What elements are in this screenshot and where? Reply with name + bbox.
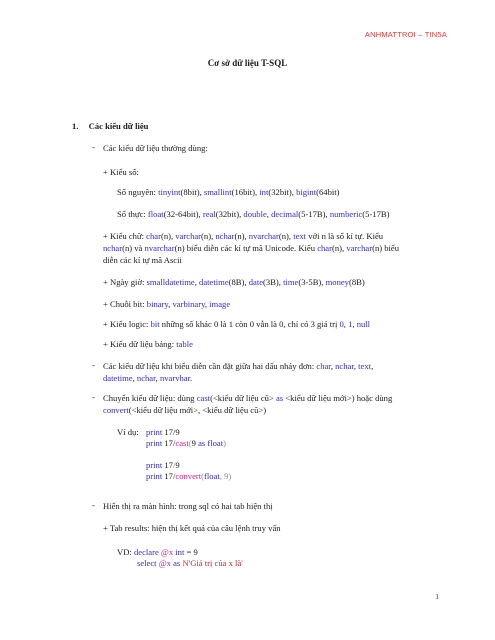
text-run: 0 xyxy=(339,319,344,329)
text-run: + Chuỗi bit: xyxy=(103,299,147,309)
bullet-dash: - xyxy=(92,142,95,152)
text-run: nchar xyxy=(136,373,156,383)
text-run: datetime xyxy=(199,277,229,287)
text-run: (<kiểu dữ liệu cũ> xyxy=(210,393,276,403)
text-run: Chuyển kiểu dữ liệu: dùng xyxy=(103,393,197,403)
line-table-type xyxy=(103,338,193,350)
text-run: smalldatetime xyxy=(146,277,195,287)
text-run: convert xyxy=(175,471,202,481)
text-run: 9 xyxy=(191,438,196,448)
text-run: (16bit), xyxy=(231,187,260,197)
text-run: date xyxy=(248,277,264,287)
text-run: (64bit) xyxy=(316,187,340,197)
text-run: + Kiểu dữ liệu bảng: xyxy=(103,339,177,349)
text-run: 9 xyxy=(175,460,180,470)
text-run: float xyxy=(204,471,220,481)
text-run: smallint xyxy=(203,187,232,197)
text-run: as xyxy=(275,393,284,403)
text-run: char xyxy=(316,361,331,371)
text-run: (n), xyxy=(234,231,249,241)
line-logic-type xyxy=(103,318,370,330)
text-run: int xyxy=(175,547,185,557)
text-run: Số thực: xyxy=(117,209,148,219)
text-run: với n là số kí tự. Kiểu xyxy=(306,231,384,241)
text-run: ( xyxy=(201,471,205,481)
text-run: 1 xyxy=(348,319,353,329)
text-run: + Kiểu chữ: xyxy=(103,231,147,241)
text-run: , xyxy=(330,361,336,371)
text-run: convert xyxy=(103,405,129,415)
text-run: + Ngày giờ: xyxy=(103,277,147,287)
bullet-dash: - xyxy=(92,360,95,370)
text-run: VD: xyxy=(117,547,134,557)
code-line-4 xyxy=(146,470,231,482)
paragraph-number-type: + Kiểu số: xyxy=(103,167,139,177)
line-binary-types xyxy=(103,298,230,310)
text-run: varbinary xyxy=(172,299,205,309)
text-run: , xyxy=(353,361,359,371)
text-run: int xyxy=(259,187,269,197)
text-run: , xyxy=(168,299,173,309)
text-run: 17 xyxy=(162,460,173,470)
text-run: Số nguyên: xyxy=(117,187,159,197)
text-run: as xyxy=(173,558,181,568)
text-run: (n) biểu diễn các kí tự mã Unicode. Kiểu xyxy=(174,243,318,253)
text-run: real xyxy=(202,209,216,219)
text-run: nvarchar xyxy=(144,243,175,253)
text-run: những số khác 0 là 1 còn 0 vẫn là 0, chỉ có 3 giá trị xyxy=(159,319,340,329)
line-char-types-2 xyxy=(103,242,399,254)
text-run: nchar xyxy=(335,361,354,371)
bullet-dash: - xyxy=(92,500,95,510)
text-run: 17/ xyxy=(162,471,176,481)
text-run: nvarchar xyxy=(248,231,279,241)
text-run: N'Giá trị của x là' xyxy=(182,558,243,568)
text-run: cast xyxy=(196,393,211,403)
text-run: , xyxy=(194,277,200,287)
text-run: char xyxy=(146,231,161,241)
text-run: bigint xyxy=(296,187,317,197)
text-run: bit xyxy=(150,319,160,329)
section-number: 1. xyxy=(72,121,79,131)
line-convert-2 xyxy=(103,404,266,416)
text-run: , xyxy=(266,209,272,219)
line-datetime-types xyxy=(103,276,365,288)
text-run: datetime xyxy=(103,373,133,383)
text-run: float xyxy=(207,438,224,448)
text-run: as xyxy=(195,438,208,448)
text-run: , xyxy=(132,373,137,383)
text-run: (n) biểu xyxy=(372,243,400,253)
document-title: Cơ sở dữ liệu T-SQL xyxy=(207,58,288,68)
section-heading xyxy=(72,120,148,132)
text-run: (8B), xyxy=(228,277,249,287)
text-run: text xyxy=(293,231,307,241)
line-char-types-1 xyxy=(103,230,383,242)
text-run: Các kiểu dữ liệu khi biểu diễn cần đặt giữa hai dấu nháy đơn: xyxy=(103,361,317,371)
text-run: declare xyxy=(133,547,159,557)
line-quote-types-1 xyxy=(103,360,373,372)
text-run: tinyint xyxy=(158,187,181,197)
text-run: , xyxy=(371,361,374,371)
text-run: print xyxy=(146,427,163,437)
line-display: Hiển thị ra màn hình: trong sql có hai tab hiện thị xyxy=(103,501,273,511)
text-run: (3B), xyxy=(263,277,284,287)
text-run: (5-17B) xyxy=(362,209,390,219)
code-line-2 xyxy=(146,437,226,449)
text-run: 17/9 xyxy=(162,427,180,437)
text-run: + Kiểu logic: xyxy=(103,319,151,329)
line-tab-results: + Tab results: hiện thị kết quả của câu lệnh truy vấn xyxy=(103,523,281,533)
text-run: money xyxy=(325,277,349,287)
text-run: decimal xyxy=(271,209,299,219)
text-run: numberic xyxy=(329,209,363,219)
text-run: (3-5B), xyxy=(298,277,326,287)
bullet-dash: - xyxy=(92,392,95,402)
text-run: @x xyxy=(160,547,174,557)
text-run: ) xyxy=(223,438,227,448)
text-run: print xyxy=(146,438,163,448)
line-char-types-3: diễn các kí tự mã Ascii xyxy=(103,255,182,265)
text-run: (32bit), xyxy=(215,209,244,219)
line-integer-types xyxy=(117,186,340,198)
text-run: , xyxy=(352,319,357,329)
text-run: (8bit), xyxy=(180,187,204,197)
text-run: table xyxy=(176,339,193,349)
text-run: (8B) xyxy=(348,277,365,287)
text-run: char xyxy=(317,243,332,253)
text-run: (n), xyxy=(331,243,347,253)
text-run: print xyxy=(146,460,163,470)
text-run: @x xyxy=(158,558,171,568)
text-run: , xyxy=(343,319,349,329)
text-run: nvarvhar xyxy=(159,373,191,383)
text-run: (n) và xyxy=(122,243,145,253)
section-label: Các kiểu dữ liệu xyxy=(88,121,149,131)
text-run: / xyxy=(172,460,176,470)
text-run: (5-17B), xyxy=(298,209,330,219)
text-run: (<kiểu dữ liệu mới>, <kiểu dữ liệu cũ>) xyxy=(128,405,267,415)
text-run: (n), xyxy=(278,231,294,241)
text-run: varchar xyxy=(175,231,202,241)
paragraph-common-types: Các kiểu dữ liệu thường dùng: xyxy=(103,143,208,153)
text-run: time xyxy=(283,277,299,287)
text-run: (32-64bit), xyxy=(163,209,203,219)
text-run: (32bit), xyxy=(268,187,297,197)
line-quote-types-2 xyxy=(103,372,192,384)
text-run: nchar xyxy=(215,231,235,241)
text-run: (n), xyxy=(160,231,176,241)
text-run: image xyxy=(209,299,231,309)
text-run: binary xyxy=(146,299,169,309)
text-run: ( xyxy=(188,438,192,448)
text-run: float xyxy=(147,209,164,219)
page-header: ANHMATTROI – TIN5A xyxy=(364,30,447,39)
text-run: , xyxy=(155,373,160,383)
example-label: Ví dụ: xyxy=(117,427,139,437)
text-run: = 9 xyxy=(184,547,198,557)
text-run: select xyxy=(137,558,157,568)
text-run: 17/ xyxy=(162,438,176,448)
text-run: cast xyxy=(175,438,189,448)
text-run: , xyxy=(204,299,210,309)
text-run: null xyxy=(356,319,371,329)
line-convert-1 xyxy=(103,392,392,404)
text-run: print xyxy=(146,471,163,481)
text-run: <kiểu dữ liệu mới>) hoặc dùng xyxy=(283,393,393,403)
text-run: (n), xyxy=(201,231,216,241)
page-number: 1 xyxy=(435,592,439,601)
text-run: nchar xyxy=(103,243,123,253)
code-vd-line-2 xyxy=(137,557,243,569)
text-run: , 9) xyxy=(219,471,232,481)
text-run: . xyxy=(190,373,193,383)
text-run: varchar xyxy=(346,243,373,253)
text-run: text xyxy=(358,361,372,371)
line-real-types xyxy=(117,208,390,220)
text-run: double xyxy=(243,209,267,219)
